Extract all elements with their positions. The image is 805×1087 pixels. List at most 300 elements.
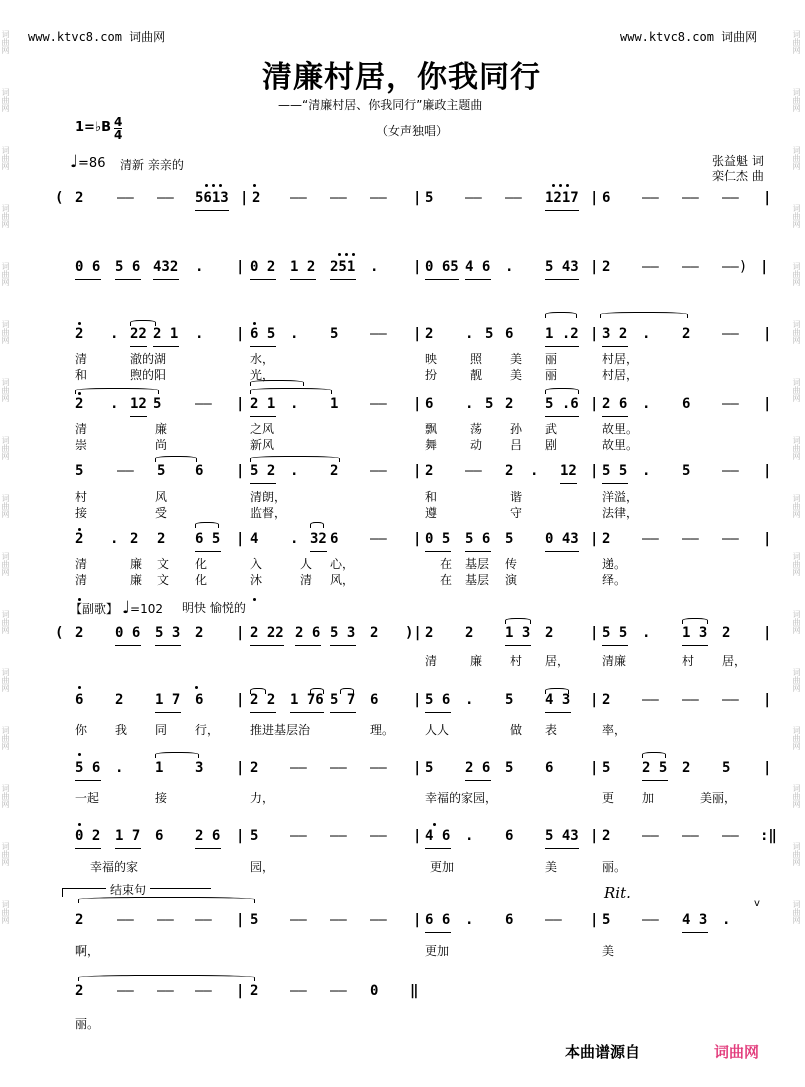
octave-dot [78,528,81,531]
lyric-text: 表 [545,723,558,737]
lyric-text: 居， [722,654,747,668]
lyric-text: 廉 [470,654,483,668]
lyric-text: 文 [157,557,170,571]
side-watermark-text: 词曲网 [792,262,801,286]
beam-underline [130,346,147,347]
note-group: —— [642,190,659,206]
lyric-text: 美 [545,860,558,874]
note-group: 1 [155,760,164,776]
note-group: 5 [425,760,434,776]
side-watermark-text: 词曲网 [1,668,10,692]
barline: | [236,912,245,928]
note-group: 6 [195,463,204,479]
lyric-text: 尚 [155,438,168,452]
note-group: —— [195,912,212,928]
beam-underline [195,551,221,552]
barline: | [413,396,422,412]
slur-arc [78,897,255,903]
side-watermark-text: 词曲网 [792,30,801,54]
note-group: 32 [310,531,327,547]
note-group: 0 2 [75,828,101,844]
lyric-text: 村 [75,490,88,504]
lyric-text: 行， [195,723,220,737]
note-group: 5 [505,760,514,776]
note-group: 5613 [195,190,229,206]
lyric-text: 故里。 [602,422,639,436]
beam-underline [642,780,668,781]
side-watermark-text: 词曲网 [1,900,10,924]
note-group: —— [370,396,387,412]
chorus-label: 【副歌】 ♩=102 [70,598,164,618]
beam-underline [465,551,491,552]
note-group: 5 6 [425,692,451,708]
beam-underline [560,483,577,484]
lyric-text: 风， [330,573,355,587]
barline: | [413,190,422,206]
side-watermark-text: 词曲网 [1,146,10,170]
note-group: 6 [505,912,514,928]
side-watermark-text: 词曲网 [792,320,801,344]
slur-arc [545,688,569,694]
slur-arc [78,975,255,981]
beam-underline [250,483,276,484]
beam-underline [602,645,628,646]
beam-underline [545,210,579,211]
octave-dot [566,184,569,187]
lyric-text: 清廉 [602,654,627,668]
note-group: 2 [602,531,611,547]
octave-dot [352,253,355,256]
note-group: 12 [130,396,147,412]
side-watermark-text: 词曲网 [1,204,10,228]
lyric-text: 清朗， [250,490,287,504]
barline: | [763,396,772,412]
note-group: 4 6 [425,828,451,844]
side-watermark-text: 词曲网 [1,378,10,402]
note-group: 2 [252,190,261,206]
slur-arc [250,380,304,386]
side-watermark-text: 词曲网 [1,30,10,54]
note-group: 5 [153,396,162,412]
side-watermark-text: 词曲网 [1,262,10,286]
lyric-text: 更加 [430,860,455,874]
barline: | [590,828,599,844]
lyric-text: 美丽， [700,791,737,805]
lyric-text: 映 [425,352,438,366]
breath-mark: v [754,898,760,909]
beam-underline [290,279,316,280]
beam-underline [682,645,708,646]
lyric-text: 武 [545,422,558,436]
note-group: . [115,760,124,776]
beam-underline [505,645,531,646]
lyric-text: 更加 [425,944,450,958]
note-group: 5 [75,463,84,479]
note-group: —— [330,190,347,206]
beam-underline [330,645,356,646]
note-group: 2 1 [153,326,179,342]
note-group: 1 7 [115,828,141,844]
side-watermark-text: 词曲网 [792,610,801,634]
lyric-text: 人 [300,557,313,571]
note-group: —— [682,190,699,206]
note-group: 2 [425,326,434,342]
octave-dot [338,253,341,256]
lyric-text: 丽。 [75,1017,100,1031]
lyric-text: 美 [510,368,523,382]
beam-underline [425,712,451,713]
note-group: . [722,912,731,928]
barline: | [590,692,599,708]
note-group: —— [370,190,387,206]
lyric-text: 守 [510,506,523,520]
side-watermark-text: 词曲网 [792,668,801,692]
note-group: 2 6 [602,396,628,412]
lyric-text: 扮 [425,368,438,382]
note-group: 2 [75,396,84,412]
lyric-text: 入 [250,557,263,571]
barline: | [236,983,245,999]
note-group: 2 6 [195,828,221,844]
note-group: 1 3 [505,625,531,641]
lyric-text: 靓 [470,368,483,382]
slur-arc [340,688,354,694]
beam-underline [465,780,491,781]
barline: | [413,828,422,844]
note-group: —— [545,912,562,928]
note-group: . [290,326,299,342]
note-group: —— [290,190,307,206]
barline: | [236,531,245,547]
note-group: . [290,531,299,547]
footer-source-label: 本曲谱源自 [565,1043,641,1061]
octave-dot [195,686,198,689]
barline: | [413,692,422,708]
lyric-text: 演 [505,573,518,587]
lyric-text: 崇 [75,438,88,452]
note-group: —— [722,190,739,206]
beam-underline [682,932,708,933]
barline: | [590,463,599,479]
octave-dot [78,322,81,325]
note-group: 5 6 [115,259,141,275]
slur-arc [545,312,577,318]
barline: | [590,625,599,641]
slur-arc [310,688,324,694]
note-group: —— [117,463,134,479]
octave-dot [78,598,81,601]
note-group: —— [722,828,739,844]
slur-arc [155,752,199,758]
note-group: 6 [155,828,164,844]
barline: | [413,531,422,547]
note-group: . [642,396,651,412]
note-group: —— [682,531,699,547]
note-group: —— [117,190,134,206]
watermark-left: www.ktvc8.com 词曲网 [28,30,166,44]
lyric-text: 谐 [510,490,523,504]
tempo-marking: ♩=86 [70,152,106,172]
lyric-text: 丽 [545,368,558,382]
note-group: 6 [75,692,84,708]
barline: | [236,396,245,412]
lyric-text: 舞 [425,438,438,452]
beam-underline [330,712,356,713]
lyric-text: 和 [425,490,438,504]
note-group: —— [117,983,134,999]
lyric-text: 幸福的家园， [425,791,498,805]
note-group: 6 [602,190,611,206]
note-group: —— [157,912,174,928]
lyric-text: 监督， [250,506,287,520]
slur-arc [545,388,579,394]
note-group: 3 [195,760,204,776]
lyric-text: 化 [195,573,208,587]
lyric-text: 基层 [465,573,490,587]
note-group: —— [370,463,387,479]
lyric-text: 清 [75,352,88,366]
lyric-text: 接 [75,506,88,520]
note-group: 5 3 [155,625,181,641]
song-subtitle: ——“清廉村居、你我同行”廉政主题曲 [278,98,483,112]
octave-dot [212,184,215,187]
note-group: 2 [682,326,691,342]
note-group: 4 [250,531,259,547]
note-group: 2 [195,625,204,641]
lyric-text: 基层 [465,557,490,571]
note-group: . [370,259,379,275]
note-group: —— [290,828,307,844]
octave-dot [552,184,555,187]
lyric-text: 更 [602,791,615,805]
beam-underline [425,848,451,849]
lyric-text: 人人 [425,723,450,737]
expression-marking: 清新 亲亲的 [120,158,184,172]
note-group: 5 [425,190,434,206]
slur-arc [250,688,266,694]
note-group: 5 .6 [545,396,579,412]
octave-dot [433,823,436,826]
watermark-right: www.ktvc8.com 词曲网 [620,30,758,44]
note-group: 5 [505,692,514,708]
note-group: —— [290,983,307,999]
slur-arc [505,618,531,624]
lyric-text: 飘 [425,422,438,436]
note-group: 0 5 [425,531,451,547]
note-group: —— [682,828,699,844]
octave-dot [559,184,562,187]
note-group: 5 6 [75,760,101,776]
barline: | [413,463,422,479]
note-group: —— [642,692,659,708]
beam-underline [295,645,321,646]
lyric-text: 化 [195,557,208,571]
note-group: —— [722,463,739,479]
barline: | [236,326,245,342]
note-group: 2 [545,625,554,641]
note-group: 2 [157,531,166,547]
octave-dot [253,322,256,325]
beam-underline [130,416,147,417]
lyric-text: 啊， [75,944,100,958]
performance-note: （女声独唱） [376,124,449,138]
beam-underline [425,279,459,280]
note-group: 1 76 [290,692,324,708]
beam-underline [155,645,181,646]
barline: | [590,190,599,206]
note-group: 2 [250,760,259,776]
lyric-text: 水， [250,352,275,366]
slur-arc [600,312,688,318]
lyric-text: 剧 [545,438,558,452]
note-group: . [505,259,514,275]
lyric-text: 和 [75,368,88,382]
beam-underline [155,712,181,713]
side-watermark-text: 词曲网 [792,726,801,750]
note-group: —— [370,531,387,547]
barline: :‖ [760,828,777,844]
side-watermark-text: 词曲网 [1,88,10,112]
slur-arc [130,320,156,326]
note-group: 6 6 [425,912,451,928]
beam-underline [545,848,579,849]
note-group: . [290,463,299,479]
lyric-text: 澈的湖 [130,352,167,366]
note-group: 2 [370,625,379,641]
note-group: 6 [370,692,379,708]
lyric-text: 清 [75,422,88,436]
slur-arc [250,456,340,462]
beam-underline [545,551,579,552]
note-group: 0 6 [75,259,101,275]
side-watermark-text: 词曲网 [1,610,10,634]
lyric-text: 加 [642,791,655,805]
lyric-text: 做 [510,723,523,737]
note-group: 0 2 [250,259,276,275]
side-watermark-text: 词曲网 [792,436,801,460]
lyric-text: 美 [510,352,523,366]
side-watermark-text: 词曲网 [1,726,10,750]
lyric-text: 荡 [470,422,483,436]
note-group: . [290,396,299,412]
lyric-text: 吕 [510,438,523,452]
lyric-text: 绎。 [602,573,627,587]
note-group: ——) [722,259,748,275]
beam-underline [602,416,628,417]
note-group: 2 6 [295,625,321,641]
note-group: 2 [75,912,84,928]
note-group: . [642,326,651,342]
note-group: 2 [425,625,434,641]
lyric-text: 丽。 [602,860,627,874]
barline: | [236,625,245,641]
side-watermark-text: 词曲网 [792,494,801,518]
note-group: 1 2 [290,259,316,275]
note-group: —— [195,983,212,999]
lyric-text: 受 [155,506,168,520]
octave-dot [345,253,348,256]
barline: | [236,692,245,708]
barline: | [413,760,422,776]
note-group: 4 3 [682,912,708,928]
slur-arc [250,388,332,394]
lyric-text: 村 [510,654,523,668]
note-group: 6 [330,531,339,547]
side-watermark-text: 词曲网 [792,900,801,924]
beam-underline [602,346,628,347]
beam-underline [425,932,451,933]
lyric-text: 廉 [155,422,168,436]
lyric-text: 接 [155,791,168,805]
note-group: 6 [505,326,514,342]
slur-arc [682,618,708,624]
beam-underline [330,279,356,280]
note-group: 2 6 [465,760,491,776]
note-group: 2 [75,531,84,547]
note-group: . [465,396,474,412]
beam-underline [290,712,324,713]
barline: )| [405,625,422,641]
beam-underline [195,848,221,849]
note-group: 6 [505,828,514,844]
note-group: —— [642,531,659,547]
barline: | [236,828,245,844]
note-group: —— [370,760,387,776]
beam-underline [250,645,284,646]
note-group: . [110,531,119,547]
lyric-text: 之风 [250,422,275,436]
footer-brand: 词曲网 [714,1043,760,1061]
note-group: . [465,828,474,844]
barline: | [236,760,245,776]
note-group: 5 [722,760,731,776]
note-group: —— [330,760,347,776]
note-group: 4 6 [465,259,491,275]
barline: | [236,259,245,275]
quarter-note-icon: ♩ [122,598,131,618]
note-group: . [642,463,651,479]
beam-underline [75,848,101,849]
note-group: —— [290,760,307,776]
note-group: 1 3 [682,625,708,641]
side-watermark-text: 词曲网 [792,784,801,808]
barline: | [763,190,772,206]
barline: | [413,912,422,928]
side-watermark-text: 词曲网 [1,552,10,576]
lyric-text: 法律， [602,506,639,520]
beam-underline [153,279,179,280]
note-group: 2 [602,692,611,708]
octave-dot [78,823,81,826]
note-group: . [110,326,119,342]
note-group: —— [370,912,387,928]
note-group: 1 [330,396,339,412]
lyric-text: 在 [440,557,453,571]
time-signature: 4 4 [114,115,123,142]
note-group: 2 [130,531,139,547]
note-group: 0 65 [425,259,459,275]
note-group: 2 [330,463,339,479]
lyric-text: 美 [602,944,615,958]
note-group: . [465,912,474,928]
note-group: —— [195,396,212,412]
slur-arc [195,522,219,528]
lyric-text: 心， [330,557,355,571]
note-group: —— [330,983,347,999]
barline: | [763,760,772,776]
lyric-text: 煦的阳 [130,368,167,382]
note-group: 2 [75,326,84,342]
